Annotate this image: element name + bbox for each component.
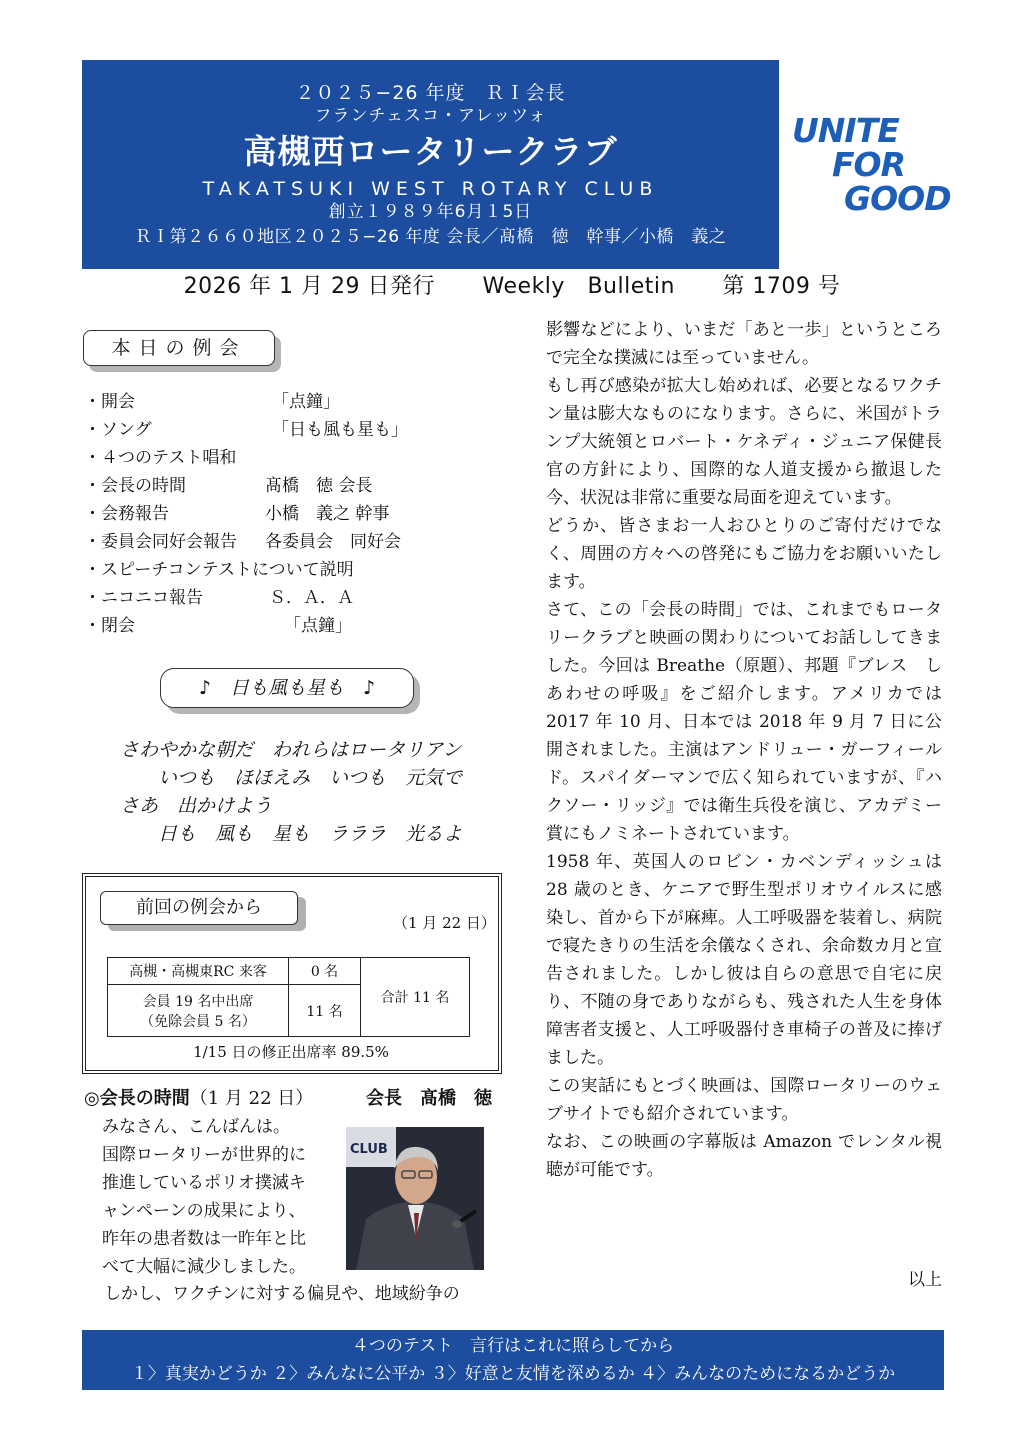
agenda-item-label: ・閉会 [84, 616, 135, 636]
song-lyrics [120, 736, 500, 848]
club-name: 高槻西ロータリークラブ [243, 132, 618, 171]
district-officers: ＲＩ第２６６０地区２０２５−26 年度 会長／髙橋 徳 幹事／小橋 義之 [134, 227, 727, 247]
agenda-item [84, 444, 504, 472]
agenda-item-label: ・スピーチコンテストについて説明 [84, 560, 354, 580]
agenda-list [84, 388, 504, 640]
agenda-item [84, 612, 504, 640]
visitors-value: 0 名 [289, 958, 361, 985]
president-speaker: 会長 髙橋 徳 [366, 1088, 492, 1109]
logo-word-good: GOOD [844, 179, 951, 218]
attendance-rate-note: 1/15 日の修正出席率 89.5% [193, 1043, 389, 1061]
agenda-item [84, 584, 504, 612]
previous-meeting-title: 前回の例会から [100, 891, 298, 925]
president-time-heading: ◎会長の時間（1 月 22 日） [84, 1088, 314, 1109]
members-label: 会員 19 名中出席 （免除会員 5 名） [108, 985, 289, 1037]
agenda-item [84, 472, 504, 500]
issue-number: 第 1709 号 [722, 274, 841, 299]
masthead [82, 60, 779, 269]
paragraph: どうか、皆さまお一人おひとりのご寄付だけでなく、周囲の方々への啓発にもご協力をお願いいたします。 [546, 516, 942, 592]
logo-word-for: FOR [832, 145, 906, 184]
paragraph: この実話にもとづく映画は、国際ロータリーのウェブサイトでも紹介されています。 [546, 1076, 942, 1124]
president-text-right [546, 316, 942, 1184]
previous-meeting-date: （1 月 22 日） [393, 914, 496, 932]
agenda-item-value: 各委員会 同好会 [265, 532, 401, 552]
paragraph: 1958 年、英国人のロビン・カベンディッシュは 28 歳のとき、ケニアで野生型ポリオウイルスに感染し、首から下が麻痺。人工呼吸器を装着し、病院で寝たきりの生活を余儀なくされ、余命数カ月と宣告されました。しかし彼は自らの意思で自宅に戻り、不随の身でありながらも、残された人生を身体障害者支援と、人工呼吸器付き車椅子の普及に捧げました。 [546, 852, 942, 1068]
svg-text:CLUB: CLUB [350, 1142, 388, 1157]
issue-date: 2026 年 1 月 29 日発行 [183, 274, 436, 299]
club-name-en: TAKATSUKI WEST ROTARY CLUB [202, 178, 659, 200]
agenda-item-value: 小橋 義之 幹事 [265, 504, 390, 524]
four-way-test-footer [82, 1330, 944, 1390]
paragraph: さて、この「会長の時間」では、これまでもロータリークラブと映画の関わりについてお話ししてきました。今回は Breathe（原題）、邦題『ブレス しあわせの呼吸』をご紹介します。アメリカでは 2017 年 10 月、日本では 2018 年 9 月 7 日に公開されました。主演はアンドリュー・ガーフィールド。スパイダーマンで広く知られていますが、『ハクソー・リッジ』では衛生兵役を演じ、アカデミー賞にもノミネートされています。 [546, 600, 942, 844]
logo-word-unite: UNITE [792, 111, 899, 150]
agenda-item [84, 528, 504, 556]
lyric-line: 日も 風も 星も ラララ 光るよ [158, 823, 463, 845]
president-photo-image [346, 1127, 484, 1270]
agenda-item-label: ・ソング [84, 420, 152, 440]
paragraph: なお、この映画の字幕版は Amazon でレンタル視聴が可能です。 [546, 1132, 942, 1180]
visitors-label: 高槻・高槻東RC 来客 [108, 958, 289, 985]
attendance-total: 合計 11 名 [361, 958, 470, 1037]
four-way-test-items: １〉真実かどうか ２〉みんなに公平か ３〉好意と友情を深めるか ４〉みんなのためになるかどうか [130, 1364, 896, 1384]
agenda-item-value: 「点鐘」 [272, 392, 340, 412]
unite-for-good-logo [790, 111, 960, 218]
ri-president-name: フランチェスコ・アレッツォ [314, 106, 547, 126]
lyric-line: いつも ほほえみ いつも 元気で [158, 767, 463, 789]
agenda-item [84, 556, 504, 584]
president-photo [346, 1127, 484, 1270]
four-way-test-title: ４つのテスト 言行はこれに照らしてから [351, 1336, 675, 1356]
song-title: ♪ 日も風も星も ♪ [160, 668, 414, 708]
president-text-continuation: しかし、ワクチンに対する偏見や、地域紛争の [104, 1284, 460, 1304]
agenda-item-value: 「点鐘」 [284, 616, 352, 636]
lyric-line: さわやかな朝だ われらはロータリアン [120, 739, 462, 761]
agenda-item-label: ・会務報告 [84, 504, 169, 524]
agenda-item-value: 髙橋 徳 会長 [265, 476, 373, 496]
agenda-item-label: ・会長の時間 [84, 476, 186, 496]
agenda-item [84, 416, 504, 444]
agenda-item-label: ・開会 [84, 392, 135, 412]
lyric-line: さあ 出かけよう [120, 795, 273, 817]
paragraph: 影響などにより、いまだ「あと一歩」というところで完全な撲滅には至っていません。 [546, 320, 942, 368]
agenda-item-value: Ｓ．Ａ．Ａ [269, 588, 354, 608]
agenda-item-label: ・ニコニコ報告 [84, 588, 203, 608]
closing-mark: 以上 [908, 1270, 942, 1290]
bulletin-title: Weekly Bulletin [482, 274, 675, 299]
agenda-item-value: 「日も風も星も」 [272, 420, 408, 440]
founded-date: 創立１９８９年6月１5日 [328, 202, 533, 222]
president-text-left: みなさん、こんばんは。 国際ロータリーが世界的に 推進しているポリオ撲滅キ ャンペーンの成果により、 昨年の患者数は一昨年と比 べて大幅に減少しました。 [102, 1117, 306, 1277]
issue-line [82, 272, 942, 302]
agenda-item-label: ・委員会同好会報告 [84, 532, 237, 552]
attendance-table [107, 957, 470, 1037]
ri-year-line: ２０２５−26 年度 ＲＩ会長 [295, 82, 566, 104]
today-meeting-title: 本日の例会 [83, 330, 275, 366]
agenda-item [84, 388, 504, 416]
agenda-item-label: ・４つのテスト唱和 [84, 448, 237, 468]
agenda-item [84, 500, 504, 528]
paragraph: もし再び感染が拡大し始めれば、必要となるワクチン量は膨大なものになります。さらに、米国がトランプ大統領とロバート・ケネディ・ジュニア保健長官の方針により、国際的な人道支援から撤退した今、状況は非常に重要な局面を迎えています。 [546, 376, 942, 508]
members-value: 11 名 [289, 985, 361, 1037]
